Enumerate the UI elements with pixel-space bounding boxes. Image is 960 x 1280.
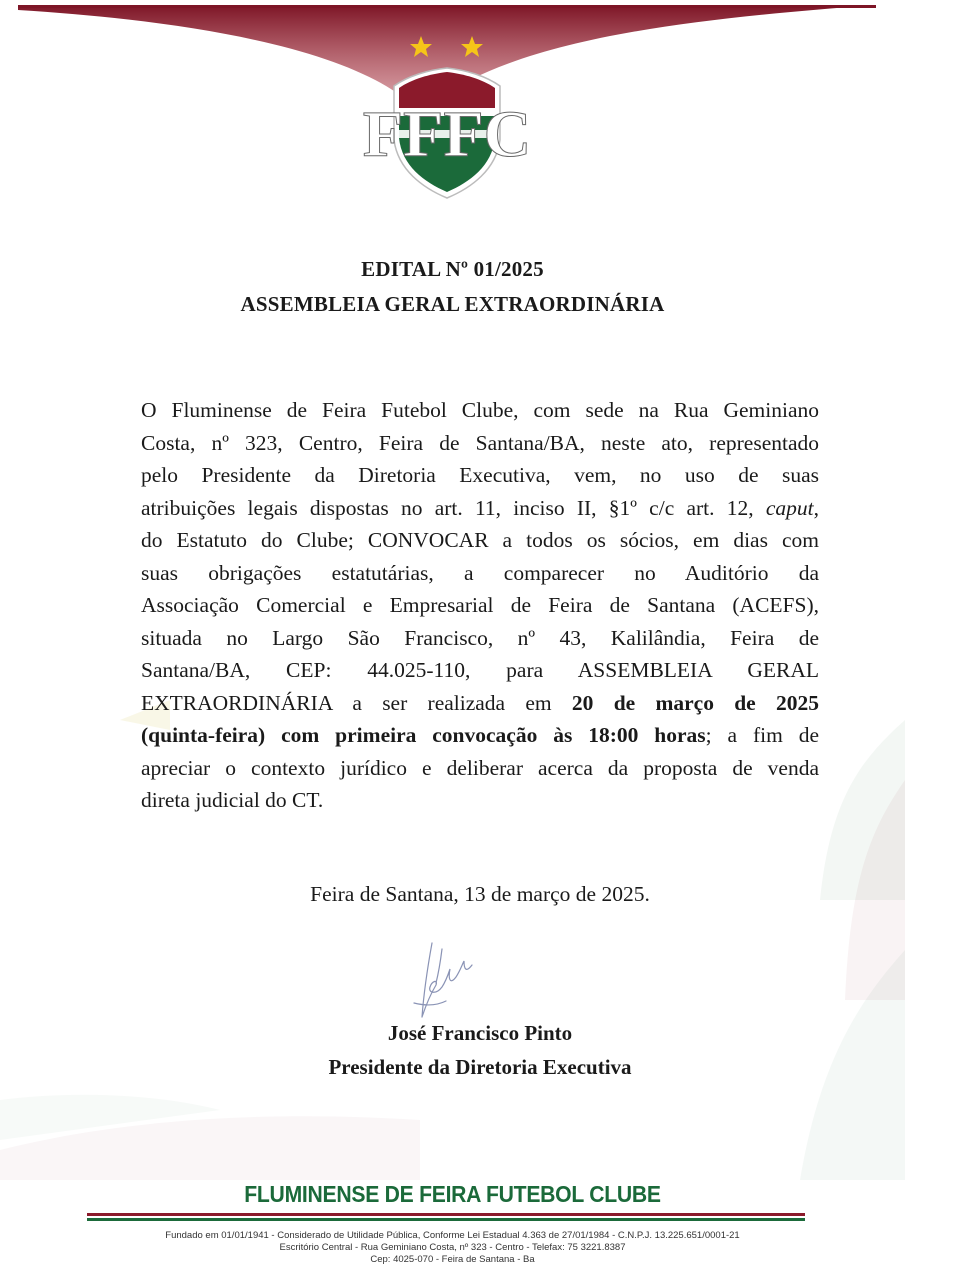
body-line: Costa, nº 323, Centro, Feira de Santana/BA, neste ato, representado [141, 430, 819, 455]
document-title: EDITAL Nº 01/2025 [361, 257, 544, 281]
star-icon [461, 36, 483, 57]
club-crest [362, 30, 532, 202]
footer-line-cep: Cep: 4025-070 - Feira de Santana - Ba [370, 1254, 535, 1265]
footer-line-office: Escritório Central - Rua Geminiano Costa, nº 323 - Centro - Telefax: 75 3221.8387 [279, 1242, 626, 1253]
bold-date: 20 de março de 2025 [571, 690, 820, 715]
body-line: Associação Comercial e Empresarial de Feira de Santana (ACEFS), [141, 593, 819, 617]
footer-line-foundation: Fundado em 01/01/1941 - Considerado de Utilidade Pública, Conforme Lei Estadual 4.363 de 27/01/1984 - C.N.P.J. 13.225.651/0001-21 [165, 1230, 740, 1241]
signer-role: Presidente da Diretoria Executiva [328, 1055, 632, 1079]
body-line: direta judicial do CT. [141, 788, 324, 812]
body-line: (quinta-feira) com primeira convocação às 18:00 horas; a fim de [141, 723, 820, 747]
body-line: suas obrigações estatutárias, a comparecer no Auditório da [141, 560, 819, 585]
document-subtitle: ASSEMBLEIA GERAL EXTRAORDINÁRIA [240, 292, 665, 316]
italic-caput: caput [765, 495, 814, 520]
body-text [141, 394, 819, 817]
footer-divider-green [87, 1218, 805, 1221]
body-line: pelo Presidente da Diretoria Executiva, vem, no uso de suas [141, 463, 819, 487]
footer-club-name: FLUMINENSE DE FEIRA FUTEBOL CLUBE [244, 1181, 661, 1207]
body-line: situada no Largo São Francisco, nº 43, Kalilândia, Feira de [141, 625, 819, 650]
body-line: O Fluminense de Feira Futebol Clube, com sede na Rua Geminiano [141, 398, 819, 422]
body-line: apreciar o contexto jurídico e deliberar acerca da proposta de venda [141, 755, 819, 780]
signer-name: José Francisco Pinto [387, 1021, 573, 1045]
body-line: do Estatuto do Clube; CONVOCAR a todos os sócios, em dias com [141, 528, 819, 552]
body-line: EXTRAORDINÁRIA a ser realizada em 20 de março de 2025 [141, 690, 820, 715]
body-line: atribuições legais dispostas no art. 11, inciso II, §1º c/c art. 12, caput, [141, 495, 819, 520]
body-line: Santana/BA, CEP: 44.025-110, para ASSEMBLEIA GERAL [141, 658, 819, 682]
star-icon [410, 36, 432, 57]
svg-text:FFFC: FFFC [362, 98, 532, 171]
bold-session: (quinta-feira) com primeira convocação às 18:00 horas [141, 723, 706, 747]
signature [402, 935, 482, 1025]
place-date: Feira de Santana, 13 de março de 2025. [310, 882, 650, 906]
